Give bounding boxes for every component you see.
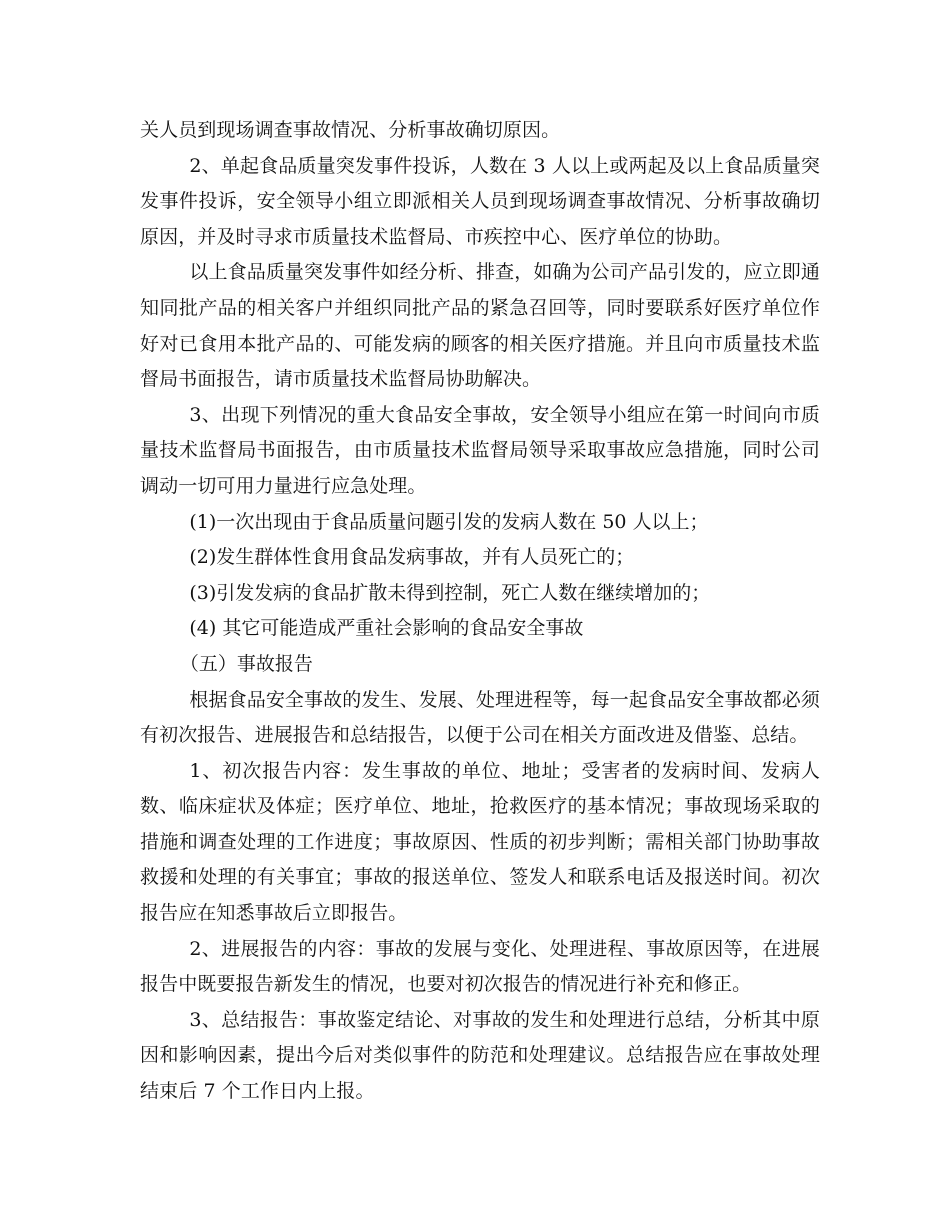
paragraph-major-incident: 3、出现下列情况的重大食品安全事故，安全领导小组应在第一时间向市质量技术监督局书面报告，由市质量技术监督局领导采取事故应急措施，同时公司调动一切可用力量进行应急处理。 bbox=[140, 403, 820, 497]
paragraph-progress-report: 2、进展报告的内容：事故的发展与变化、处理进程、事故原因等，在进展报告中既要报告新发生的情况，也要对初次报告的情况进行补充和修正。 bbox=[140, 937, 820, 996]
document-body bbox=[140, 113, 820, 1110]
paragraph-summary-report: 3、总结报告：事故鉴定结论、对事故的发生和处理进行总结，分析其中原因和影响因素，提出今后对类似事件的防范和处理建议。总结报告应在事故处理结束后 7 个工作日内上报。 bbox=[140, 1008, 820, 1103]
paragraph-initial-report: 1、初次报告内容：发生事故的单位、地址；受害者的发病时间、发病人数、临床症状及体症；医疗单位、地址，抢救医疗的基本情况；事故现场采取的措施和调查处理的工作进度；事故原因、性质的初步判断；需相关部门协助事故救援和处理的有关事宜；事故的报送单位、签发人和联系电话及报送时间。初次报告应在知悉事故后立即报告。 bbox=[140, 759, 820, 925]
paragraph-single-incident: 2、单起食品质量突发事件投诉，人数在 3 人以上或两起及以上食品质量突发事件投诉，安全领导小组立即派相关人员到现场调查事故情况、分析事故确切原因，并及时寻求市质量技术监督局、市疾控中心、医疗单位的协助。 bbox=[140, 154, 820, 248]
section-heading: （五）事故报告 bbox=[179, 652, 313, 675]
continuation-paragraph: 关人员到现场调查事故情况、分析事故确切原因。 bbox=[140, 119, 561, 141]
list-item-4: (4) 其它可能造成严重社会影响的食品安全事故 bbox=[189, 617, 584, 640]
paragraph-recall-procedure: 以上食品质量突发事件如经分析、排查，如确为公司产品引发的，应立即通知同批产品的相关客户并组织同批产品的紧急召回等，同时要联系好医疗单位作好对已食用本批产品的、可能发病的顾客的相关医疗措施。并且向市质量技术监督局书面报告，请市质量技术监督局协助解决。 bbox=[140, 261, 820, 391]
paragraph-report-intro: 根据食品安全事故的发生、发展、处理进程等，每一起食品安全事故都必须有初次报告、进展报告和总结报告，以便于公司在相关方面改进及借鉴、总结。 bbox=[140, 688, 820, 747]
list-item-2: (2)发生群体性食用食品发病事故，并有人员死亡的； bbox=[189, 546, 635, 569]
list-item-3: (3)引发发病的食品扩散未得到控制，死亡人数在继续增加的； bbox=[189, 581, 711, 604]
list-item-1: (1)一次出现由于食品质量问题引发的发病人数在 50 人以上； bbox=[189, 510, 709, 533]
